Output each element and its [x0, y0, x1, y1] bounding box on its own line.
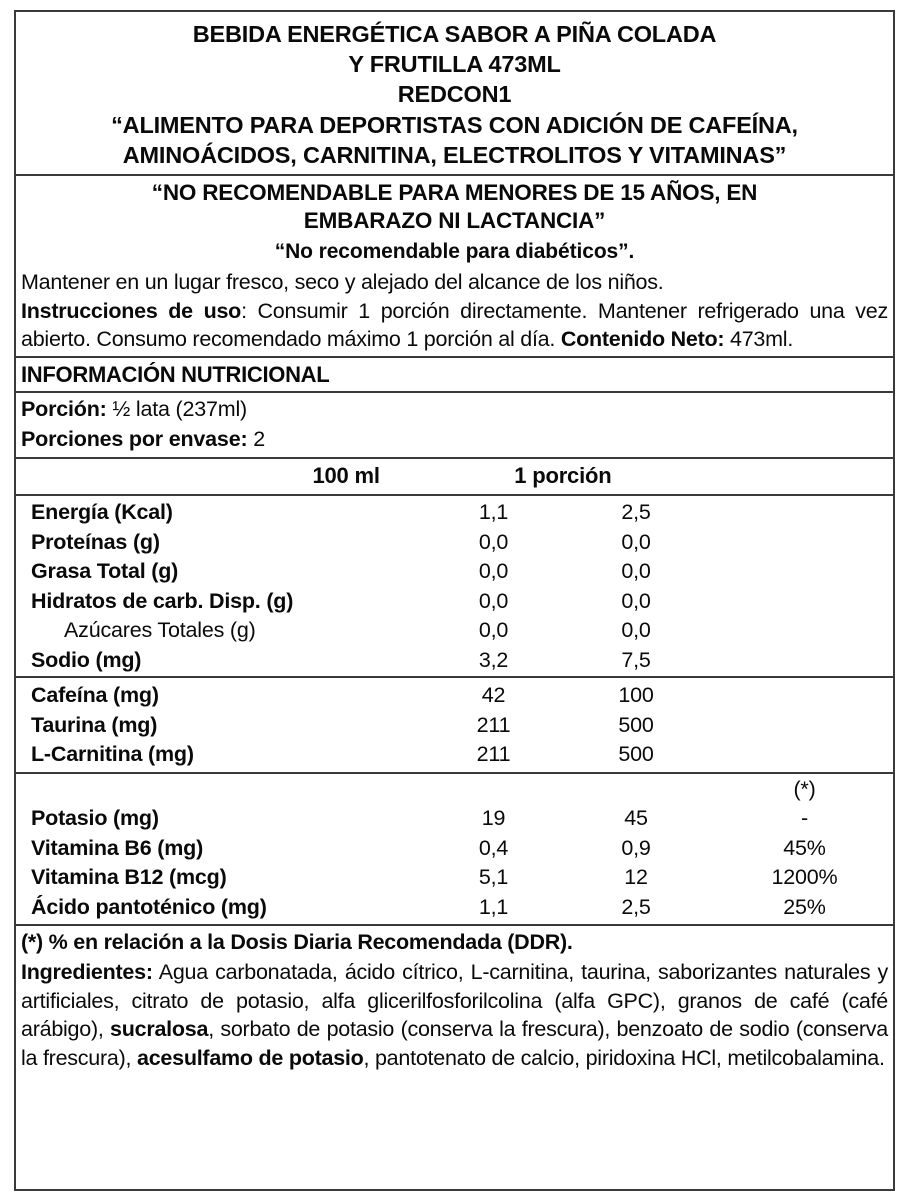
column-header-ddr — [671, 459, 888, 494]
table-row — [21, 739, 898, 769]
storage-instructions: Mantener en un lugar fresco, seco y alejado del alcance de los niños. — [21, 269, 664, 294]
nutrient-value-serving: 2,5 — [621, 500, 651, 525]
nutrient-name: L-Carnitina (mg) — [31, 742, 194, 767]
ddr-marker-spacer-3 — [561, 774, 711, 804]
nutrient-value-serving: 2,5 — [621, 894, 651, 919]
brand-name: REDCON1 — [397, 81, 512, 108]
column-header-serving: 1 porción — [514, 463, 612, 489]
table-row — [21, 803, 898, 833]
ddr-marker-spacer-1 — [21, 774, 426, 804]
serving-size-value: ½ lata (237ml) — [106, 396, 248, 421]
nutrient-value-100ml: 1,1 — [478, 894, 509, 919]
table-row — [21, 615, 898, 645]
ingredient-acesulfamo: acesulfamo de potasio — [136, 1045, 364, 1070]
nutrient-value-serving: 0,0 — [621, 588, 651, 613]
table-row — [21, 586, 898, 616]
nutrient-value-100ml: 0,0 — [478, 559, 509, 584]
nutrient-value-ddr — [711, 556, 898, 586]
servings-per-container-row — [21, 425, 888, 455]
nutrient-value-serving: 0,9 — [621, 835, 651, 860]
ingredient-sucralosa: sucralosa — [110, 1017, 209, 1042]
ddr-marker-row — [21, 774, 898, 804]
ingredients-label: Ingredientes: — [21, 960, 153, 985]
serving-size-row — [21, 395, 888, 425]
nutrient-value-ddr: - — [801, 806, 808, 831]
servings-per-container-value: 2 — [247, 426, 265, 451]
macronutrient-section — [16, 494, 893, 676]
nutrient-value-ddr — [711, 615, 898, 645]
nutrition-header-table — [21, 459, 888, 494]
nutrient-value-serving: 0,0 — [621, 529, 651, 554]
nutrition-info-heading: INFORMACIÓN NUTRICIONAL — [16, 356, 893, 391]
serving-info-block — [16, 391, 893, 458]
usage-instructions-label: Instrucciones de uso — [21, 298, 242, 323]
nutrient-name: Vitamina B12 (mcg) — [31, 865, 227, 890]
ddr-marker: (*) — [793, 776, 816, 801]
nutrient-value-serving: 7,5 — [621, 647, 651, 672]
table-row — [21, 556, 898, 586]
nutrient-value-serving: 0,0 — [621, 618, 651, 643]
nutrient-value-ddr — [711, 710, 898, 740]
nutrient-name: Cafeína (mg) — [31, 683, 159, 708]
nutrient-value-ddr: 1200% — [771, 865, 838, 890]
nutrient-value-serving: 12 — [624, 865, 648, 890]
table-row — [21, 892, 898, 922]
nutrient-value-100ml: 211 — [476, 712, 511, 737]
product-claim-line-2: AMINOÁCIDOS, CARNITINA, ELECTROLITOS Y VITAMINAS” — [122, 141, 787, 168]
nutrient-value-ddr: 25% — [783, 894, 826, 919]
vitamins-section — [16, 772, 893, 925]
nutrient-value-ddr — [711, 739, 898, 769]
macronutrient-table — [21, 497, 898, 674]
usage-instructions-text: : Consumir 1 porción directamente. Mantener refrigerado una vez abierto. Consumo recomendado máximo 1 porción al día. — [21, 298, 888, 352]
nutrient-value-100ml: 5,1 — [478, 865, 509, 890]
warning-age-line-1: “NO RECOMENDABLE PARA MENORES DE 15 AÑOS, EN — [151, 179, 758, 205]
net-content-value: 473ml. — [724, 327, 794, 352]
actives-section — [16, 676, 893, 772]
table-row — [21, 527, 898, 557]
product-title-block — [16, 12, 893, 174]
nutrient-value-ddr — [711, 645, 898, 675]
nutrient-name: Ácido pantoténico (mg) — [31, 894, 267, 919]
footer-block — [16, 924, 893, 1074]
table-header-row — [21, 459, 888, 494]
ingredients-paragraph — [21, 957, 888, 1072]
nutrient-name: Hidratos de carb. Disp. (g) — [31, 588, 294, 613]
nutrient-value-ddr — [711, 497, 898, 527]
warning-block — [16, 174, 893, 267]
nutrient-value-ddr: 45% — [783, 835, 826, 860]
nutrient-name: Azúcares Totales (g) — [64, 618, 256, 643]
nutrition-table-header — [16, 457, 893, 494]
ingredients-text-part-2: , sorbato de potasio (conserva la frescura), benzoato de sodio (conserva la frescura), — [21, 1017, 888, 1070]
nutrient-value-serving: 0,0 — [621, 559, 651, 584]
nutrient-value-100ml: 3,2 — [478, 647, 509, 672]
table-row — [21, 710, 898, 740]
net-content-label: Contenido Neto: — [560, 327, 725, 352]
nutrient-name: Grasa Total (g) — [31, 559, 179, 584]
nutrient-value-100ml: 211 — [476, 742, 511, 767]
nutrient-value-100ml: 0,4 — [478, 835, 509, 860]
nutrient-value-ddr — [711, 527, 898, 557]
nutrient-value-100ml: 0,0 — [478, 618, 509, 643]
warning-age-line-2: EMBARAZO NI LACTANCIA” — [303, 208, 606, 234]
nutrient-name: Potasio (mg) — [31, 806, 159, 831]
usage-instructions — [21, 297, 888, 354]
nutrient-value-ddr — [711, 586, 898, 616]
vitamins-table — [21, 774, 898, 922]
nutrient-value-serving: 100 — [618, 683, 654, 708]
ddr-footnote: (*) % en relación a la Dosis Diaria Recomendada (DDR). — [21, 930, 573, 955]
table-row — [21, 833, 898, 863]
nutrient-value-serving: 500 — [618, 742, 654, 767]
product-title-line-1: BEBIDA ENERGÉTICA SABOR A PIÑA COLADA — [192, 21, 717, 47]
nutrient-name: Energía (Kcal) — [31, 500, 173, 525]
nutrient-name: Taurina (mg) — [31, 712, 158, 737]
nutrient-name: Vitamina B6 (mg) — [31, 835, 204, 860]
product-claim-line-1: “ALIMENTO PARA DEPORTISTAS CON ADICIÓN DE CAFEÍNA, — [111, 111, 798, 138]
nutrient-value-100ml: 1,1 — [478, 500, 509, 525]
nutrient-value-100ml: 0,0 — [478, 588, 509, 613]
warning-diabetics: “No recomendable para diabéticos”. — [274, 239, 635, 263]
nutrient-value-ddr — [711, 680, 898, 710]
table-row — [21, 645, 898, 675]
nutrient-value-serving: 500 — [618, 712, 654, 737]
nutrition-label-panel — [14, 10, 895, 1191]
actives-table — [21, 680, 898, 769]
serving-size-label: Porción: — [21, 396, 107, 421]
nutrient-value-100ml: 0,0 — [478, 529, 509, 554]
nutrient-value-100ml: 19 — [481, 806, 506, 831]
nutrient-value-serving: 45 — [624, 806, 648, 831]
column-header-100ml: 100 ml — [312, 463, 380, 489]
nutrient-name: Proteínas (g) — [31, 529, 160, 554]
servings-per-container-label: Porciones por envase: — [21, 426, 248, 451]
nutrient-value-100ml: 42 — [481, 683, 506, 708]
column-header-nutrient — [21, 459, 238, 494]
table-row — [21, 497, 898, 527]
product-title-line-2: Y FRUTILLA 473ML — [348, 51, 561, 78]
ingredients-text-part-3: , pantotenato de calcio, piridoxina HCl, metilcobalamina. — [363, 1045, 885, 1070]
table-row — [21, 862, 898, 892]
ingredients-text-part-1: Agua carbonatada, ácido cítrico, L-carnitina, taurina, saborizantes naturales y artificiales, citrato de potasio, alfa glicerilfosforilcolina (alfa GPC), granos de café (café arábigo), — [21, 960, 888, 1042]
usage-block — [16, 267, 893, 356]
table-row — [21, 680, 898, 710]
nutrient-name: Sodio (mg) — [31, 647, 142, 672]
ddr-marker-spacer-2 — [426, 774, 561, 804]
